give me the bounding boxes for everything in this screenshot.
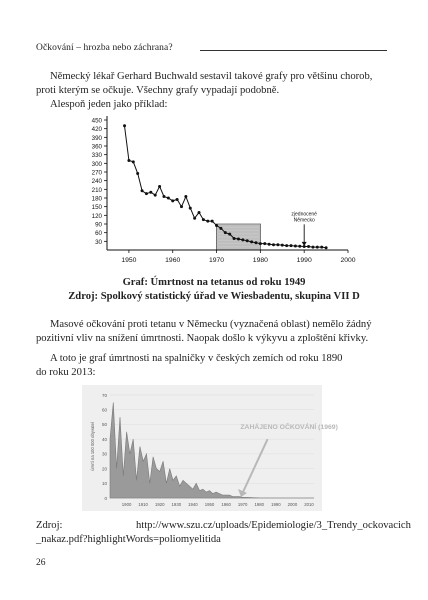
page-number: 26 bbox=[36, 558, 46, 568]
x-tick-label: 1970 bbox=[237, 502, 248, 507]
tetanus-line-2: pozitivní vliv na snížení úmrtnosti. Naopak došlo k výkyvu a zploštění křivky. bbox=[36, 333, 369, 344]
tetanus-data-point bbox=[167, 197, 170, 200]
y-tick-label: 330 bbox=[91, 152, 102, 160]
measles-chart bbox=[82, 385, 338, 511]
tetanus-data-point bbox=[189, 207, 192, 210]
y-tick-label: 70 bbox=[101, 392, 107, 398]
tetanus-data-point bbox=[202, 218, 205, 221]
x-tick-label: 1910 bbox=[138, 502, 148, 507]
annotation-label-1: zjednocené bbox=[291, 211, 317, 218]
tetanus-data-point bbox=[149, 191, 152, 194]
x-tick-label: 1990 bbox=[296, 257, 312, 264]
y-tick-label: 210 bbox=[91, 186, 102, 194]
paragraph-measles-1 bbox=[36, 352, 390, 366]
tetanus-data-point bbox=[180, 205, 183, 208]
tetanus-data-point bbox=[285, 244, 288, 247]
paragraph-tetanus-1 bbox=[36, 318, 390, 332]
intro-line-3: Alespoň jeden jako příklad: bbox=[50, 99, 168, 110]
tetanus-data-point bbox=[237, 238, 240, 241]
tetanus-data-point bbox=[241, 238, 244, 241]
y-tick-label: 240 bbox=[91, 178, 102, 186]
x-tick-label: 1950 bbox=[121, 257, 137, 264]
x-tick-label: 1930 bbox=[171, 502, 182, 507]
x-tick-label: 1960 bbox=[221, 502, 231, 507]
tetanus-data-point bbox=[211, 220, 214, 223]
tetanus-data-point bbox=[320, 246, 323, 249]
y-tick-label: 360 bbox=[91, 143, 102, 151]
tetanus-data-point bbox=[219, 227, 222, 230]
tetanus-data-point bbox=[298, 245, 301, 248]
x-tick-label: 1900 bbox=[121, 502, 132, 507]
y-axis-label: úmrtí na 100 000 obyvatel bbox=[90, 422, 95, 471]
x-tick-label: 1990 bbox=[271, 502, 281, 507]
x-tick-label: 2000 bbox=[340, 257, 356, 264]
tetanus-data-point bbox=[162, 195, 165, 198]
y-tick-label: 60 bbox=[101, 407, 107, 413]
x-tick-label: 2010 bbox=[304, 502, 314, 507]
y-tick-label: 120 bbox=[91, 212, 102, 220]
tetanus-data-point bbox=[268, 243, 271, 246]
x-tick-label: 1970 bbox=[208, 257, 225, 264]
y-tick-label: 50 bbox=[101, 422, 107, 428]
tetanus-data-point bbox=[215, 224, 218, 227]
y-tick-label: 180 bbox=[91, 195, 102, 203]
paragraph-intro-3 bbox=[36, 98, 390, 112]
tetanus-data-point bbox=[132, 160, 135, 163]
x-tick-label: 1980 bbox=[252, 257, 268, 264]
tetanus-data-point bbox=[263, 242, 266, 245]
tetanus-data-point bbox=[316, 246, 319, 249]
tetanus-data-point bbox=[224, 231, 227, 234]
tetanus-data-point bbox=[171, 199, 174, 202]
paragraph-intro-2 bbox=[36, 84, 390, 98]
measles-line-2: do roku 2013: bbox=[36, 367, 96, 378]
x-tick-label: 1960 bbox=[165, 257, 181, 264]
tetanus-data-point bbox=[193, 217, 196, 220]
y-tick-label: 30 bbox=[101, 451, 107, 457]
y-tick-label: 90 bbox=[95, 221, 102, 229]
source-label: Zdroj: bbox=[36, 520, 63, 531]
tetanus-data-point bbox=[228, 233, 231, 236]
y-tick-label: 450 bbox=[91, 117, 102, 125]
annotation-arrow-head bbox=[302, 242, 307, 246]
tetanus-data-point bbox=[141, 189, 144, 192]
source-url-continuation bbox=[36, 533, 390, 547]
source-url-line-1[interactable]: http://www.szu.cz/uploads/Epidemiologie/3_Trendy_ockovacich bbox=[136, 520, 411, 531]
tetanus-data-point bbox=[145, 192, 148, 195]
tetanus-data-point bbox=[127, 159, 130, 162]
tetanus-data-point bbox=[176, 198, 179, 201]
tetanus-data-point bbox=[206, 220, 209, 223]
running-header: Očkování – hrozba nebo záchrana? bbox=[36, 43, 173, 53]
y-tick-label: 60 bbox=[95, 230, 102, 238]
tetanus-data-point bbox=[276, 243, 279, 246]
measles-line-1: A toto je graf úmrtnosti na spalničky v českých zemích od roku 1890 bbox=[50, 353, 343, 364]
intro-line-2: proti kterým se očkuje. Všechny grafy vypadají podobně. bbox=[36, 85, 280, 96]
tetanus-data-point bbox=[136, 172, 139, 175]
y-tick-label: 270 bbox=[91, 169, 102, 177]
chart-caption-source: Zdroj: Spolkový statistický úřad ve Wiesbadentu, skupina VII D bbox=[68, 291, 360, 302]
tetanus-data-point bbox=[294, 244, 297, 247]
tetanus-data-point bbox=[272, 243, 275, 246]
x-tick-label: 2000 bbox=[287, 502, 298, 507]
y-tick-label: 30 bbox=[95, 238, 102, 246]
annotation-label-2: Německo bbox=[293, 217, 315, 224]
x-tick-label: 1920 bbox=[154, 502, 165, 507]
tetanus-data-point bbox=[233, 237, 236, 240]
y-tick-label: 40 bbox=[101, 436, 107, 442]
tetanus-data-point bbox=[250, 240, 253, 243]
y-tick-label: 0 bbox=[104, 495, 107, 501]
x-tick-label: 1950 bbox=[204, 502, 215, 507]
y-tick-label: 390 bbox=[91, 134, 102, 142]
tetanus-data-point bbox=[154, 194, 157, 197]
paragraph-measles-2 bbox=[36, 366, 390, 380]
tetanus-data-point bbox=[184, 195, 187, 198]
tetanus-data-point bbox=[281, 244, 284, 247]
x-tick-label: 1940 bbox=[188, 502, 198, 507]
tetanus-data-point bbox=[158, 185, 161, 188]
y-tick-label: 20 bbox=[101, 466, 107, 472]
y-tick-label: 300 bbox=[91, 160, 102, 168]
y-tick-label: 420 bbox=[91, 126, 102, 134]
source-url-line-2[interactable]: _nakaz.pdf?highlightWords=poliomyelitida bbox=[36, 534, 221, 545]
tetanus-data-point bbox=[123, 124, 126, 127]
tetanus-line-1: Masové očkování proti tetanu v Německu (vyznačená oblast) nemělo žádný bbox=[50, 319, 372, 330]
tetanus-chart bbox=[80, 112, 355, 272]
vaccination-annotation-label: ZAHÁJENO OČKOVÁNÍ (1969) bbox=[240, 423, 338, 431]
x-tick-label: 1980 bbox=[254, 502, 265, 507]
tetanus-data-point bbox=[259, 242, 262, 245]
paragraph-tetanus-2 bbox=[36, 332, 390, 346]
tetanus-data-point bbox=[325, 246, 328, 249]
tetanus-data-point bbox=[246, 239, 249, 242]
y-tick-label: 150 bbox=[91, 204, 102, 212]
header-rule bbox=[200, 50, 387, 51]
tetanus-data-point bbox=[307, 245, 310, 248]
tetanus-data-point bbox=[311, 246, 314, 249]
chart-caption-title: Graf: Úmrtnost na tetanus od roku 1949 bbox=[122, 277, 306, 288]
source-citation bbox=[36, 519, 411, 533]
tetanus-data-point bbox=[198, 211, 201, 214]
tetanus-data-point bbox=[254, 241, 257, 244]
intro-line-1: Německý lékař Gerhard Buchwald sestavil takové grafy pro většinu chorob, bbox=[50, 71, 373, 82]
tetanus-data-point bbox=[290, 244, 293, 247]
y-tick-label: 10 bbox=[101, 481, 107, 487]
paragraph-intro bbox=[36, 70, 390, 84]
